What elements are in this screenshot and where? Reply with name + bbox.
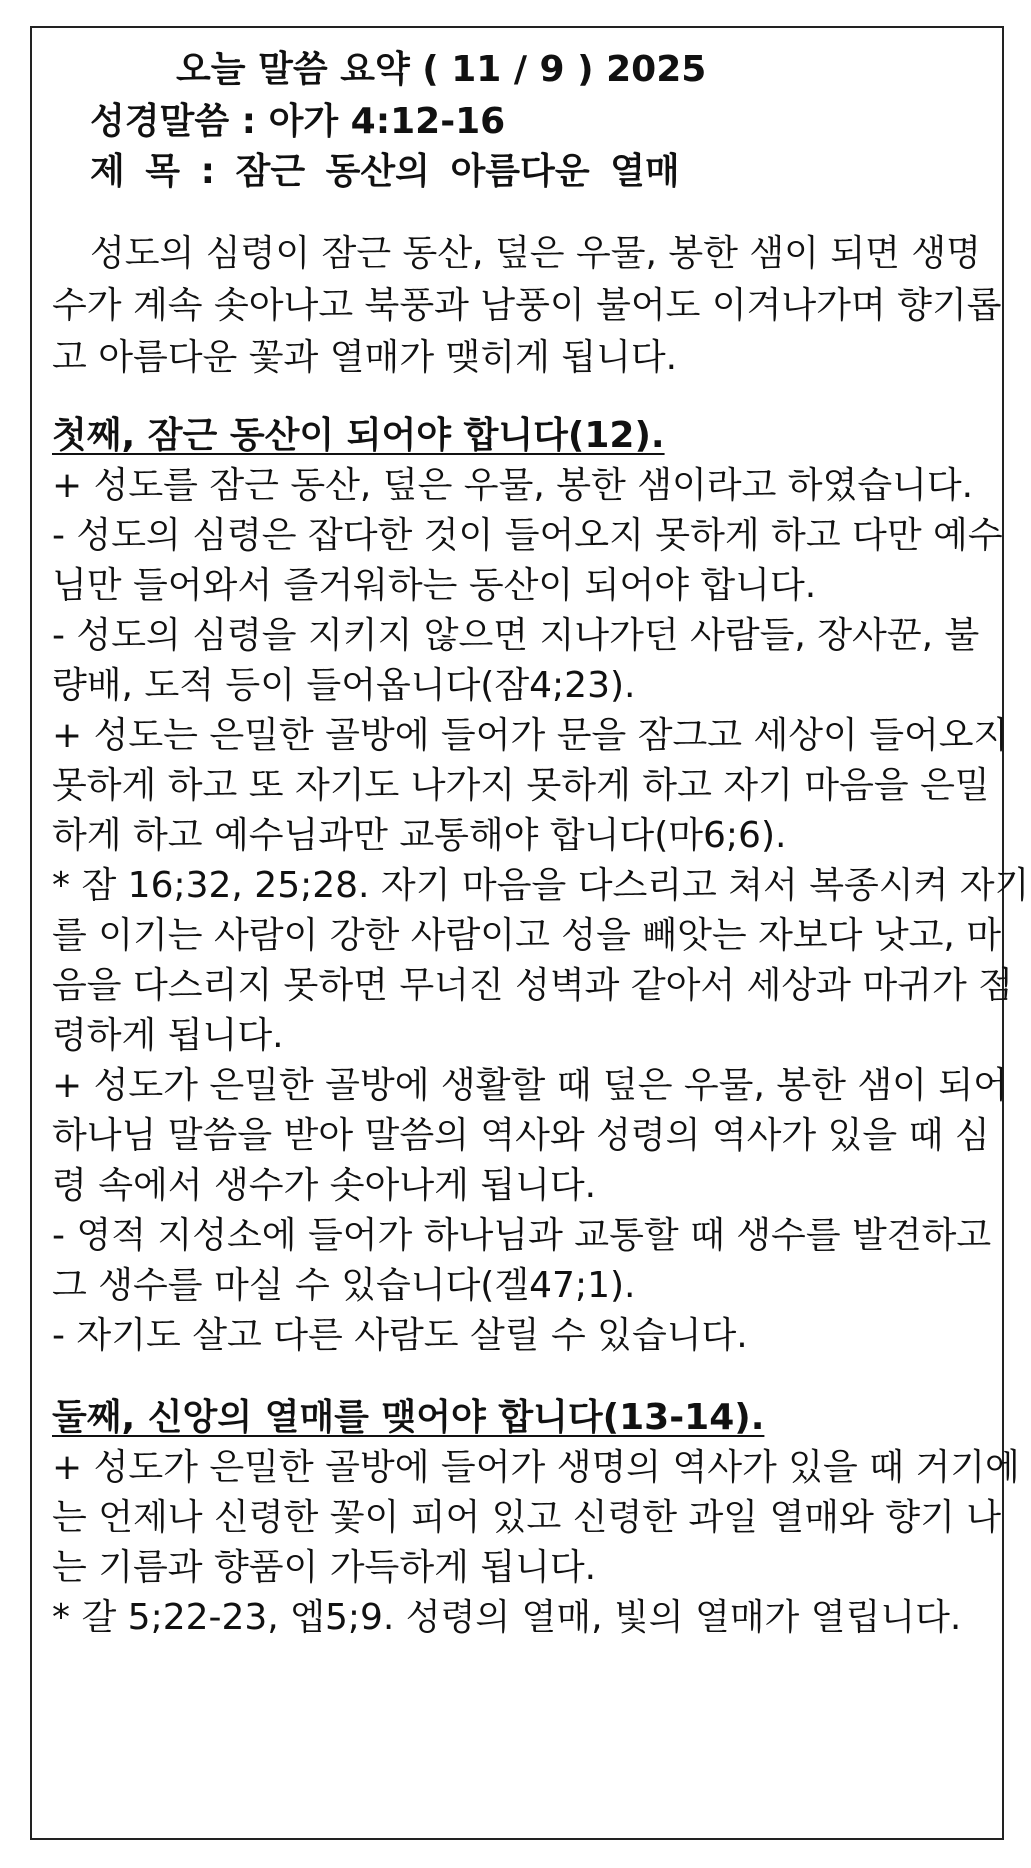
body-line: 못하게 하고 또 자기도 나가지 못하게 하고 자기 마음을 은밀 [52, 765, 990, 806]
body-line: + 성도를 잠근 동산, 덮은 우물, 봉한 샘이라고 하였습니다. [52, 465, 974, 506]
body-line: 그 생수를 마실 수 있습니다(겔47;1). [52, 1265, 636, 1306]
body-line: - 성도의 심령을 지키지 않으면 지나가던 사람들, 장사꾼, 불 [52, 615, 980, 656]
body-line: + 성도가 은밀한 골방에 들어가 생명의 역사가 있을 때 거기에 [52, 1447, 1020, 1488]
body-line: + 성도가 은밀한 골방에 생활할 때 덮은 우물, 봉한 샘이 되어 [52, 1065, 1008, 1106]
body-line: - 성도의 심령은 잡다한 것이 들어오지 못하게 하고 다만 예수 [52, 515, 1003, 556]
body-line: 하게 하고 예수님과만 교통해야 합니다(마6;6). [52, 815, 787, 856]
section-heading: 둘째, 신앙의 열매를 맺어야 합니다(13-14). [52, 1397, 765, 1438]
intro-line: 수가 계속 솟아나고 북풍과 남풍이 불어도 이겨나가며 향기롭 [52, 285, 1002, 326]
body-line: - 자기도 살고 다른 사람도 살릴 수 있습니다. [52, 1315, 748, 1356]
body-line: 를 이기는 사람이 강한 사람이고 성을 빼앗는 자보다 낫고, 마 [52, 915, 1002, 956]
body-line: 령 속에서 생수가 솟아나게 됩니다. [52, 1165, 597, 1206]
intro-line: 성도의 심령이 잠근 동산, 덮은 우물, 봉한 샘이 되면 생명 [90, 233, 981, 274]
body-line: + 성도는 은밀한 골방에 들어가 문을 잠그고 세상이 들어오지 [52, 715, 1009, 756]
scripture-reference: 성경말씀 : 아가 4:12-16 [90, 101, 506, 142]
body-line: 하나님 말씀을 받아 말씀의 역사와 성령의 역사가 있을 때 심 [52, 1115, 990, 1156]
body-line: 음을 다스리지 못하면 무너진 성벽과 같아서 세상과 마귀가 점 [52, 965, 1013, 1006]
body-line: - 영적 지성소에 들어가 하나님과 교통할 때 생수를 발견하고 [52, 1215, 992, 1256]
body-line: 는 기름과 향품이 가득하게 됩니다. [52, 1547, 597, 1588]
body-line: 는 언제나 신령한 꽃이 피어 있고 신령한 과일 열매와 향기 나 [52, 1497, 1002, 1538]
intro-line: 고 아름다운 꽃과 열매가 맺히게 됩니다. [52, 337, 678, 378]
document-title: 오늘 말씀 요약 ( 11 / 9 ) 2025 [176, 49, 707, 90]
body-line: * 갈 5;22-23, 엡5;9. 성령의 열매, 빛의 열매가 열립니다. [52, 1597, 962, 1638]
body-line: 량배, 도적 등이 들어옵니다(잠4;23). [52, 665, 636, 706]
section-heading: 첫째, 잠근 동산이 되어야 합니다(12). [52, 415, 665, 456]
body-line: * 잠 16;32, 25;28. 자기 마음을 다스리고 쳐서 복종시켜 자기 [52, 865, 1030, 906]
body-line: 령하게 됩니다. [52, 1015, 284, 1056]
body-line: 님만 들어와서 즐거워하는 동산이 되어야 합니다. [52, 565, 817, 606]
sermon-subject: 제 목 : 잠근 동산의 아름다운 열매 [90, 151, 680, 192]
